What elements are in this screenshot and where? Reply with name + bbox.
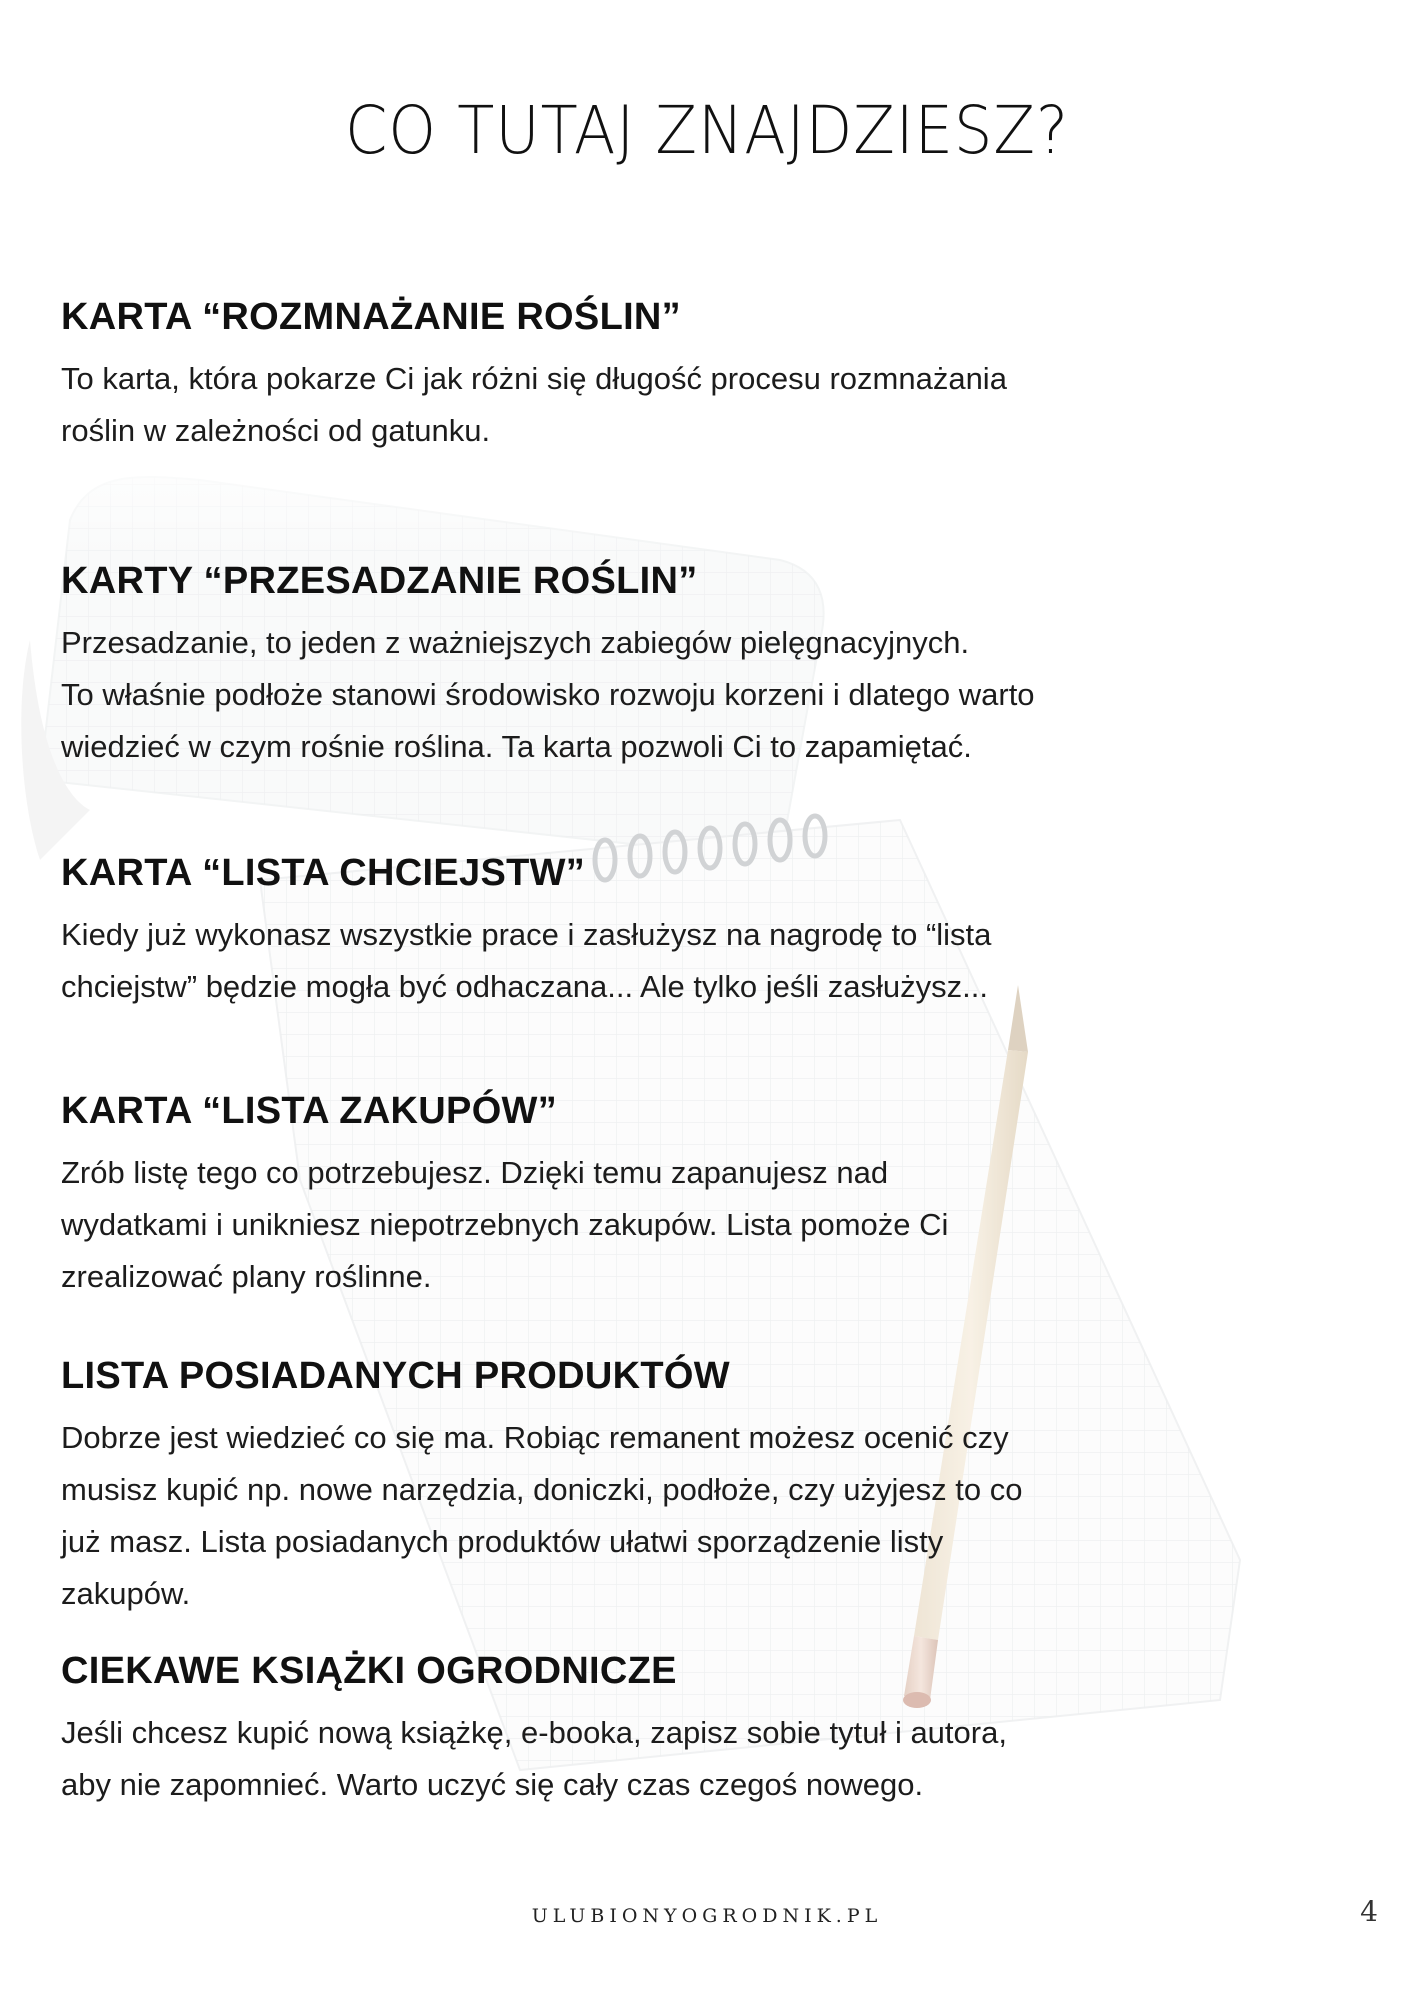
section-body: Przesadzanie, to jeden z ważniejszych zabiegów pielęgnacyjnych. To właśnie podłoże stanowi środowisko rozwoju korzeni i dlatego warto wiedzieć w czym rośnie roślina. Ta karta pozwoli Ci to zapamiętać.	[61, 625, 1035, 764]
section-body: Kiedy już wykonasz wszystkie prace i zasłużysz na nagrodę to “lista chciejstw” będzie mogła być odhaczana... Ale tylko jeśli zasłużysz...	[61, 917, 992, 1004]
section-rozmnazanie	[61, 296, 1361, 457]
section-heading: KARTA “LISTA ZAKUPÓW”	[61, 1090, 558, 1132]
section-body: Zrób listę tego co potrzebujesz. Dzięki temu zapanujesz nad wydatkami i unikniesz niepotrzebnych zakupów. Lista pomoże Ci zrealizować plany roślinne.	[61, 1155, 949, 1294]
section-ksiazki	[61, 1650, 1361, 1811]
section-heading: KARTY “PRZESADZANIE ROŚLIN”	[61, 560, 698, 602]
section-heading: KARTA “LISTA CHCIEJSTW”	[61, 852, 586, 894]
section-heading: CIEKAWE KSIĄŻKI OGRODNICZE	[61, 1650, 677, 1692]
section-body: To karta, która pokarze Ci jak różni się długość procesu rozmnażania roślin w zależności od gatunku.	[61, 361, 1007, 448]
page-number: 4	[1360, 1895, 1378, 1928]
page-title: CO TUTAJ ZNAJDZIESZ?	[344, 92, 1070, 169]
section-przesadzanie	[61, 560, 1361, 773]
footer-website: ULUBIONYOGRODNIK.PL	[531, 1905, 883, 1927]
section-lista-zakupow	[61, 1090, 1361, 1303]
section-lista-produktow	[61, 1355, 1361, 1620]
section-heading: LISTA POSIADANYCH PRODUKTÓW	[61, 1355, 730, 1397]
section-heading: KARTA “ROZMNAŻANIE ROŚLIN”	[61, 296, 681, 338]
section-body: Jeśli chcesz kupić nową książkę, e-booka, zapisz sobie tytuł i autora, aby nie zapomnieć. Warto uczyć się cały czas czegoś nowego.	[61, 1715, 1007, 1802]
section-body: Dobrze jest wiedzieć co się ma. Robiąc remanent możesz ocenić czy musisz kupić np. nowe narzędzia, doniczki, podłoże, czy użyjesz to co już masz. Lista posiadanych produktów ułatwi sporządzenie listy zakupów.	[61, 1420, 1023, 1611]
section-lista-chciejstw	[61, 852, 1361, 1013]
